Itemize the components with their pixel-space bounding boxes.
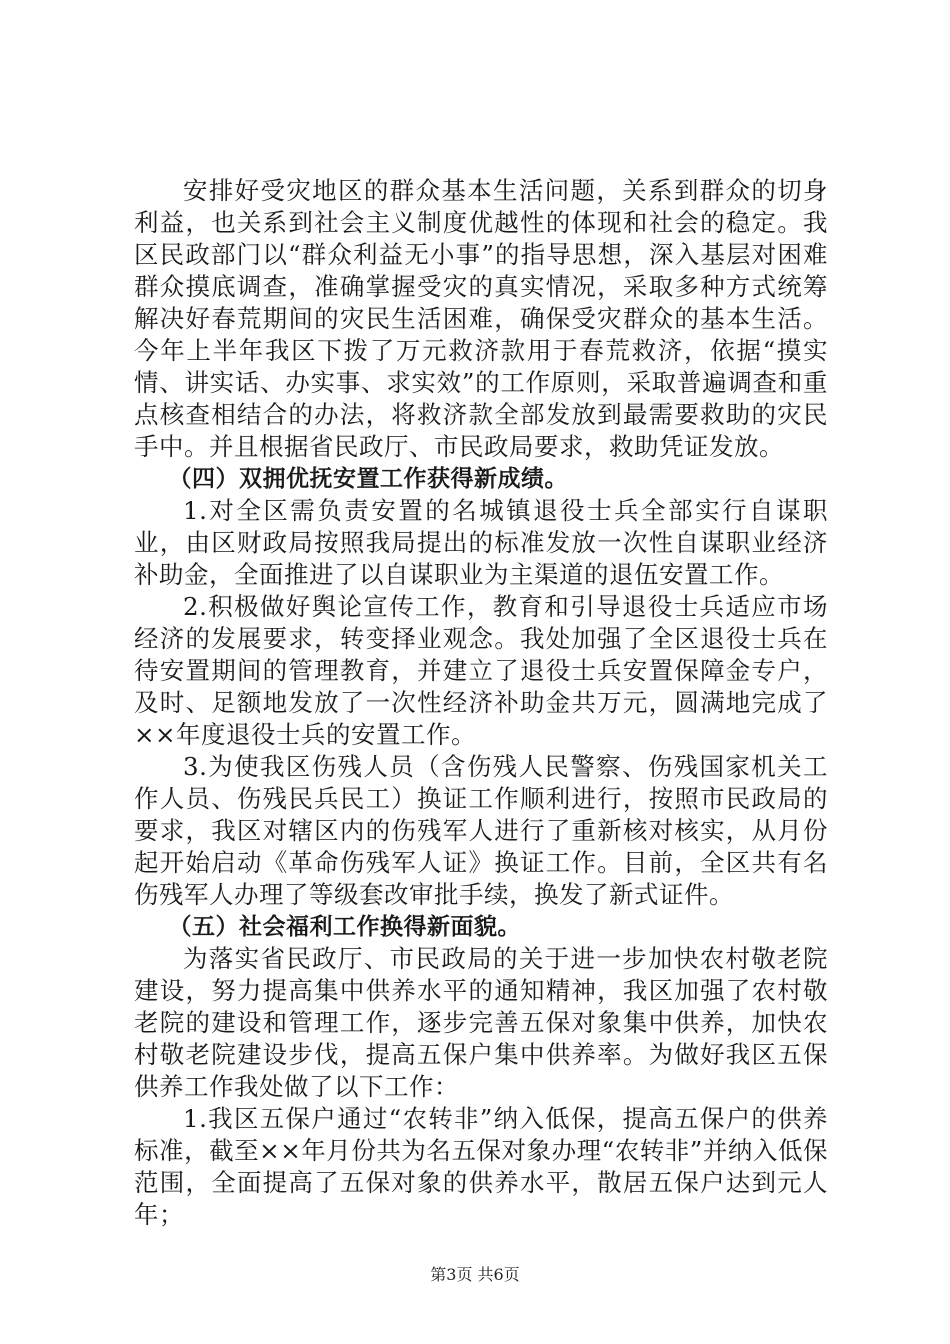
document-body [134, 175, 828, 1231]
section-heading-4: （四）双拥优抚安置工作获得新成绩。 [168, 466, 568, 492]
section-heading-5: （五）社会福利工作换得新面貌。 [168, 914, 521, 940]
paragraph-welfare-item-1: 1.我区五保户通过“农转非”纳入低保，提高五保户的供养标准，截至××年月份共为名五保对象办理“农转非”并纳入低保范围，全面提高了五保对象的供养水平，散居五保户达到元人年； [134, 1104, 828, 1229]
paragraph-item-1: 1.对全区需负责安置的名城镇退役士兵全部实行自谋职业，由区财政局按照我局提出的标准发放一次性自谋职业经济补助金，全面推进了以自谋职业为主渠道的退伍安置工作。 [134, 496, 828, 589]
paragraph-item-2: 2.积极做好舆论宣传工作，教育和引导退役士兵适应市场经济的发展要求，转变择业观念。我处加强了全区退役士兵在待安置期间的管理教育，并建立了退役士兵安置保障金专户，及时、足额地发放了一次性经济补助金共万元，圆满地完成了××年度退役士兵的安置工作。 [134, 592, 828, 749]
paragraph-item-3: 3.为使我区伤残人员（含伤残人民警察、伤残国家机关工作人员、伤残民兵民工）换证工作顺利进行，按照市民政局的要求，我区对辖区内的伤残军人进行了重新核对核实，从月份起开始启动《革命伤残军人证》换证工作。目前，全区共有名伤残军人办理了等级套改审批手续，换发了新式证件。 [134, 752, 828, 909]
page-footer: 第3页 共6页 [430, 1265, 520, 1284]
paragraph-relief: 安排好受灾地区的群众基本生活问题，关系到群众的切身利益，也关系到社会主义制度优越性的体现和社会的稳定。我区民政部门以“群众利益无小事”的指导思想，深入基层对困难群众摸底调查，准确掌握受灾的真实情况，采取多种方式统筹解决好春荒期间的灾民生活困难，确保受灾群众的基本生活。今年上半年我区下拨了万元救济款用于春荒救济，依据“摸实情、讲实话、办实事、求实效”的工作原则，采取普遍调查和重点核查相结合的办法，将救济款全部发放到最需要救助的灾民手中。并且根据省民政厅、市民政局要求，救助凭证发放。 [134, 176, 828, 461]
paragraph-welfare: 为落实省民政厅、市民政局的关于进一步加快农村敬老院建设，努力提高集中供养水平的通知精神，我区加强了农村敬老院的建设和管理工作，逐步完善五保对象集中供养，加快农村敬老院建设步伐，提高五保户集中供养率。为做好我区五保供养工作我处做了以下工作： [134, 944, 828, 1101]
